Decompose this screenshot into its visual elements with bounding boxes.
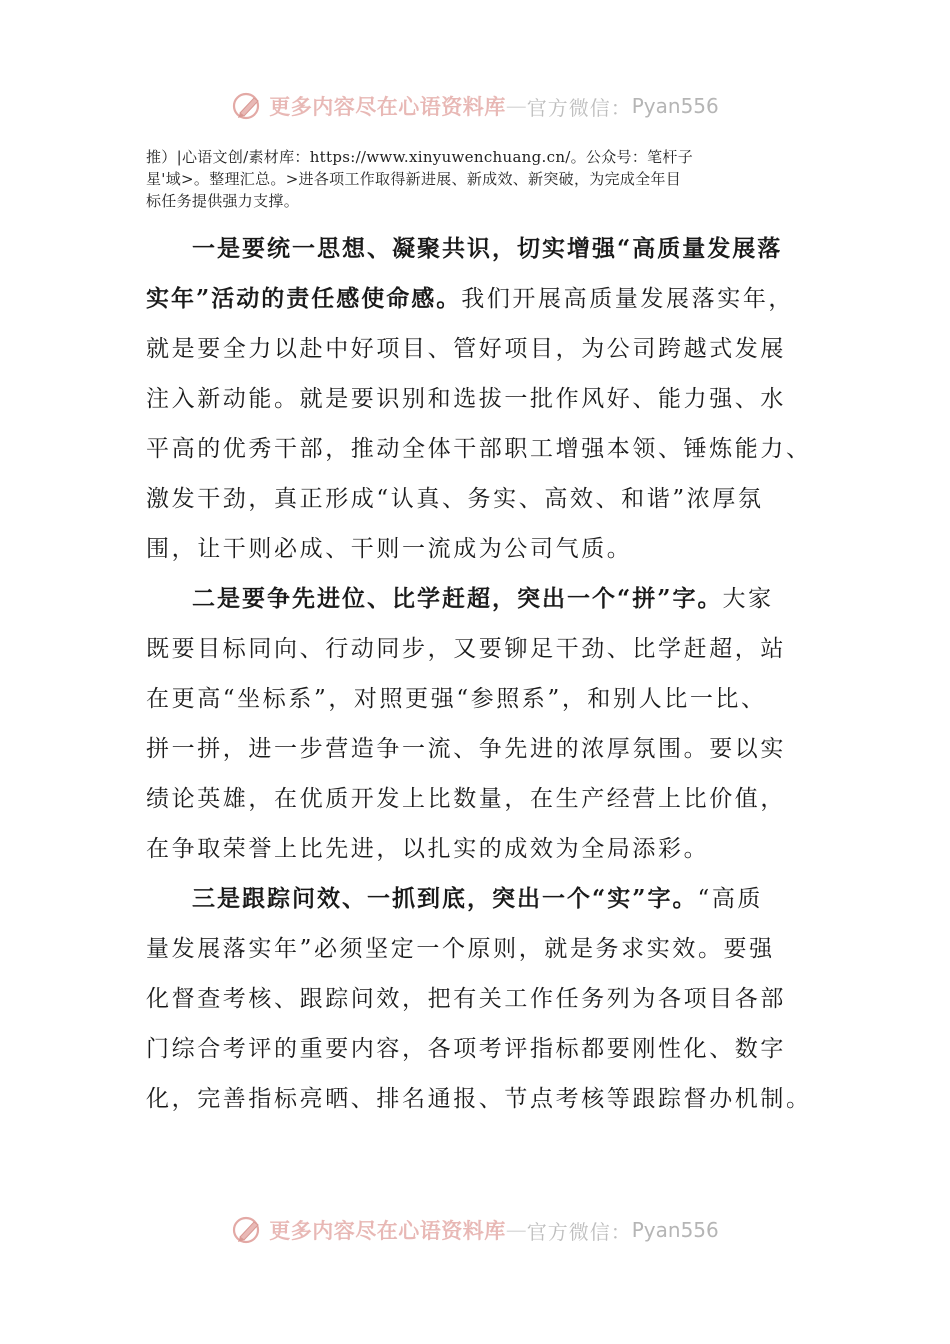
- text-line: 绩论英雄，在优质开发上比数量，在生产经营上比价值，: [146, 786, 786, 812]
- text-line: 量发展落实年”必须坚定一个原则，就是务求实效。要强: [146, 936, 775, 962]
- intro-line: 标任务提供强力支撑。: [146, 192, 300, 210]
- text-line: 在更高“坐标系”，对照更强“参照系”，和别人比一比、: [146, 686, 767, 712]
- watermark-code: Pyan556: [631, 1218, 719, 1242]
- text-line: 化督查考核、跟踪问效，把有关工作任务列为各项目各部: [146, 986, 786, 1012]
- text-line: 激发干劲，真正形成“认真、务实、高效、和谐”浓厚氛: [146, 486, 764, 512]
- intro-paragraph: [146, 146, 806, 212]
- text-line: 在争取荣誉上比先进，以扎实的成效为全局添彩。: [146, 836, 710, 862]
- document-body: [146, 224, 812, 1124]
- watermark-text: 更多内容尽在心语资料库: [269, 94, 506, 119]
- footer-watermark: [0, 1210, 950, 1250]
- text-line: 平高的优秀干部，推动全体干部职工增强本领、锤炼能力、: [146, 436, 812, 462]
- intro-line: 星'域>。整理汇总。>进各项工作取得新进展、新成效、新突破，为完成全年目: [146, 170, 682, 188]
- watermark-label: 官方微信：: [526, 95, 632, 120]
- text-line: 拼一拼，进一步营造争一流、争先进的浓厚氛围。要以实: [146, 736, 786, 762]
- intro-line: 推）|心语文创/素材库：https://www.xinyuwenchuang.cn/。公众号：笔杆子: [146, 148, 694, 166]
- pen-circle-icon: [231, 89, 265, 123]
- text-line: 一是要统一思想、凝聚共识，切实增强“高质量发展落: [192, 235, 783, 262]
- watermark-separator: —: [505, 1218, 527, 1242]
- text-line: 三是跟踪问效、一抓到底，突出一个“实”字。“高质: [192, 885, 764, 912]
- text-line: 化，完善指标亮晒、排名通报、节点考核等跟踪督办机制。: [146, 1086, 812, 1112]
- watermark-separator: —: [505, 94, 527, 118]
- header-watermark: [0, 86, 950, 126]
- watermark-text: 更多内容尽在心语资料库: [269, 1218, 506, 1243]
- text-line: 既要目标同向、行动同步，又要铆足干劲、比学赶超，站: [146, 636, 786, 662]
- text-line: 门综合考评的重要内容，各项考评指标都要刚性化、数字: [146, 1036, 786, 1062]
- text-line: 就是要全力以赴中好项目、管好项目，为公司跨越式发展: [146, 336, 786, 362]
- pen-circle-icon: [231, 1213, 265, 1247]
- text-line: 实年”活动的责任感使命感。我们开展高质量发展落实年，: [146, 285, 795, 312]
- watermark-label: 官方微信：: [526, 1219, 632, 1244]
- text-line: 二是要争先进位、比学赶超，突出一个“拼”字。大家: [192, 585, 774, 612]
- text-line: 注入新动能。就是要识别和选拔一批作风好、能力强、水: [146, 386, 786, 412]
- text-line: 围，让干则必成、干则一流成为公司气质。: [146, 536, 633, 562]
- watermark-code: Pyan556: [631, 94, 719, 118]
- paragraph-section-1: [146, 224, 812, 574]
- paragraph-section-3: [146, 874, 812, 1124]
- paragraph-section-2: [146, 574, 806, 874]
